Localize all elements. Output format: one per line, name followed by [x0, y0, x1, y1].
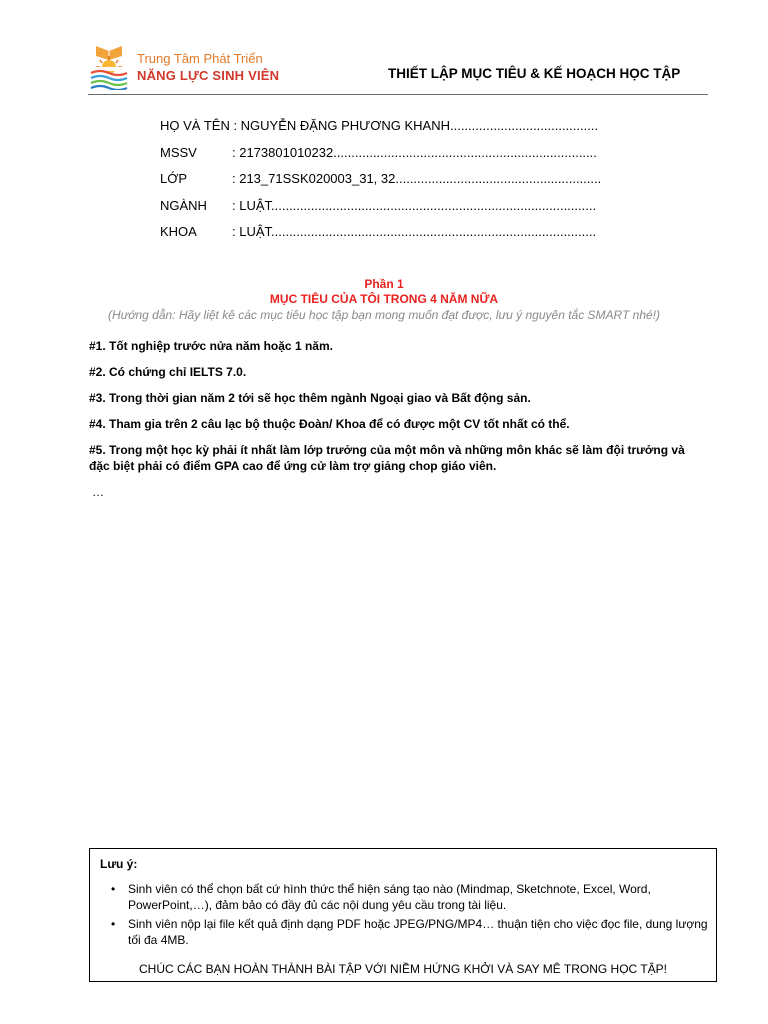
note-list [128, 881, 710, 951]
note-item: • Sinh viên nộp lại file kết quả định dạng PDF hoặc JPEG/PNG/MP4… thuận tiện cho việc đọc file, dung lượng tối đa 4MB. [128, 916, 710, 948]
info-label: NGÀNH [160, 197, 207, 213]
info-label: LỚP [160, 171, 188, 187]
part-number: Phần 1 [364, 277, 404, 291]
info-label: KHOA [160, 224, 197, 240]
goal-item: #2. Có chứng chỉ IELTS 7.0. [89, 365, 247, 379]
info-value: : 2173801010232......................................................................... [232, 144, 597, 160]
info-row-name [160, 118, 598, 145]
note-box [89, 848, 717, 982]
sunrise-book-icon [90, 42, 128, 90]
goal-item: #4. Tham gia trên 2 câu lạc bộ thuộc Đoàn/ Khoa để có được một CV tốt nhất có thể. [89, 417, 570, 431]
section-guide: (Hướng dẫn: Hãy liệt kê các mục tiêu học tập bạn mong muốn đạt được, lưu ý nguyên tắc SMART nhé!) [107, 308, 661, 322]
goal-item: #5. Trong một học kỳ phải ít nhất làm lớp trưởng của một môn và những môn khác sẽ làm đội trưởng và đặc biệt phải có điểm GPA cao để ứng cử làm trợ giảng chop giáo viên. [89, 443, 685, 473]
ellipsis-text: … [92, 485, 104, 499]
logo-text-line1: Trung Tâm Phát Triển [137, 51, 263, 66]
goal-item: #3. Trong thời gian năm 2 tới sẽ học thêm ngành Ngoại giao và Bất động sản. [89, 391, 531, 405]
section-title: MỤC TIÊU CỦA TÔI TRONG 4 NĂM NỮA [269, 292, 499, 306]
info-value: : LUẬT.......................................................................................... [232, 197, 597, 213]
info-row-major [160, 198, 598, 225]
info-label: MSSV [160, 144, 197, 160]
note-item: • Sinh viên có thể chọn bất cứ hình thức thể hiện sáng tạo nào (Mindmap, Sketchnote, Excel, Word, PowerPoint,…), đảm bảo có đầy đủ các nội dung yêu cầu trong tài liệu. [128, 881, 710, 913]
center-logo [88, 42, 278, 90]
document-title: THIẾT LẬP MỤC TIÊU & KẾ HOẠCH HỌC TẬP [388, 66, 681, 81]
info-row-mssv [160, 145, 598, 172]
info-value: : 213_71SSK020003_31, 32......................................................... [232, 171, 602, 187]
student-info [160, 118, 602, 251]
logo-text-line2: NĂNG LỰC SINH VIÊN [137, 68, 280, 83]
info-row-faculty [160, 224, 598, 251]
closing-message: CHÚC CÁC BẠN HOÀN THÀNH BÀI TẬP VỚI NIỀM HỨNG KHỞI VÀ SAY MÊ TRONG HỌC TẬP! [138, 962, 668, 976]
document-header [88, 40, 708, 95]
info-value: : LUẬT.......................................................................................... [232, 224, 597, 240]
info-row-class [160, 171, 602, 198]
goal-item: #1. Tốt nghiệp trước nửa năm hoặc 1 năm. [89, 339, 333, 353]
note-title: Lưu ý: [100, 857, 138, 871]
goals-list [89, 338, 689, 484]
student-name: HỌ VÀ TÊN : NGUYỄN ĐẶNG PHƯƠNG KHANH......................................... [160, 118, 599, 133]
